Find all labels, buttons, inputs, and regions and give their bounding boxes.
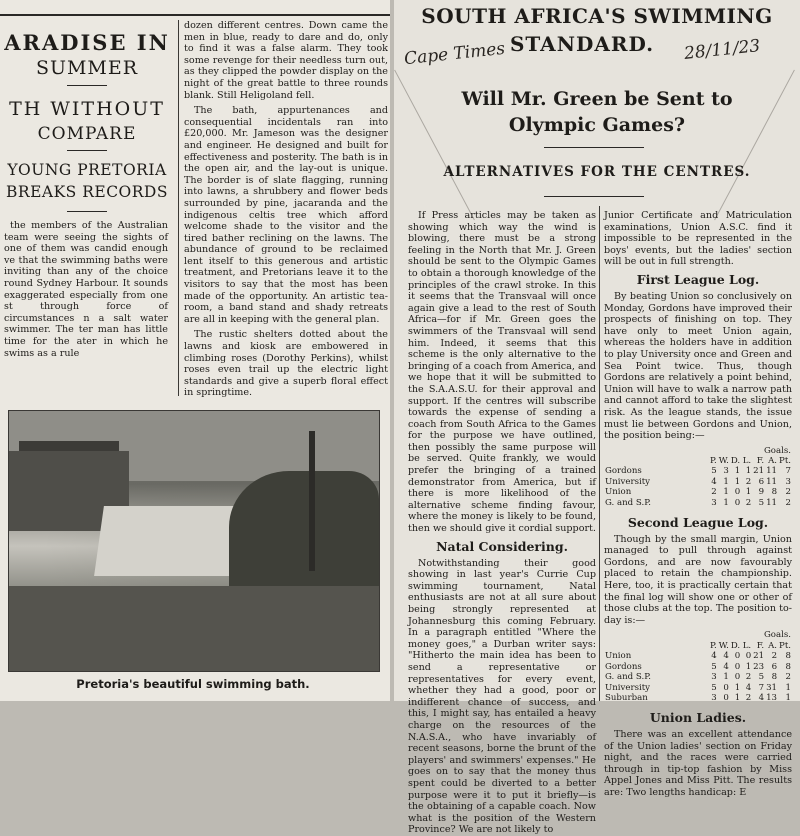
headline-breaks-records: BREAKS RECORDS bbox=[6, 183, 168, 201]
cell: 11 bbox=[766, 498, 778, 509]
cell: 1 bbox=[734, 476, 741, 487]
cell: 2 bbox=[785, 498, 791, 509]
article-paragraph: The bath, appurtenances and consequential incidentals ran into £20,000. Mr. Jameson was the designer and engineer. He designed and built for effectiveness and posterity. The bath is in the open air, and the lay-out is unique. The border is of slate flagging, running into lawns, a shrubbery and flower beds surrounded by pine, jacaranda and the indigenous celtis tree which afford welcome shade to the visitor and the tired bather reclining on the lawns. The abundance of ground to be reclaimed lent itself to this generous and artistic treatment, and Pretorians leave it to the visitors to say that the most has been made of the opportunity. An artistic tea-room, a band stand and shady retreats are all in keeping with the general plan. bbox=[184, 105, 388, 325]
rule bbox=[67, 150, 107, 151]
cell: 0 bbox=[734, 672, 741, 683]
table-row bbox=[604, 466, 792, 477]
cell: 2 bbox=[745, 476, 752, 487]
table-header-row bbox=[604, 641, 792, 651]
article-paragraph: The rustic shelters dotted about the lawns and kiosk are embowered in climbing roses (Dorothy Perkins), whilst roses even trail up the electric light standards and give a superb floral effect in springtime. bbox=[184, 329, 388, 399]
cell: 7 bbox=[785, 466, 791, 477]
cell: 5 bbox=[711, 466, 717, 477]
cell: 3 bbox=[723, 466, 729, 477]
top-rule bbox=[0, 14, 390, 16]
cell: 8 bbox=[785, 661, 791, 672]
article-paragraph: Though by the small margin, Union managed to pull through against Gordons, and are now favourably placed to retain the championship. Here, too, it is practically certain that the final log will show one or other of those clubs at the top. The position to-day is:— bbox=[604, 533, 792, 626]
cell: 3 bbox=[711, 672, 717, 683]
col-header: P. bbox=[709, 641, 717, 651]
col-header: L. bbox=[742, 641, 752, 651]
team-name: G. and S.P. bbox=[605, 498, 651, 509]
cell: 21 bbox=[753, 651, 765, 661]
headline-young-pretoria: YOUNG PRETORIA bbox=[7, 161, 167, 179]
cell: 5 bbox=[711, 682, 717, 693]
table-row bbox=[604, 487, 792, 498]
photo-caption: Pretoria's beautiful swimming bath. bbox=[76, 677, 310, 691]
cell: 1 bbox=[723, 487, 729, 498]
column-divider bbox=[178, 20, 179, 396]
cell: 8 bbox=[771, 672, 778, 683]
cell: 6 bbox=[771, 661, 778, 672]
col-header: W. bbox=[718, 456, 729, 467]
cell: 13 bbox=[766, 693, 778, 704]
cell: 4 bbox=[758, 693, 765, 704]
col-header: D. bbox=[730, 641, 741, 651]
article-text: the members of the Australian team were seeing the sights of one of them was candid enough ve that the swimming baths were inviting than any of the choice round Sydney Harbour. It sounds exaggerated especially from one st through force of circumstances n a salt water swimmer. The ter man has little time for the ater in which he swims as a rule bbox=[4, 220, 168, 359]
cell: 6 bbox=[758, 476, 765, 487]
cell: 8 bbox=[785, 651, 791, 661]
question-line-1: Will Mr. Green be Sent to bbox=[461, 88, 733, 110]
cell: 1 bbox=[785, 682, 791, 693]
title-line-2: STANDARD. bbox=[509, 32, 655, 56]
first-league-heading: First League Log. bbox=[636, 271, 760, 287]
cell: 1 bbox=[745, 466, 752, 477]
article-paragraph: There was an excellent attendance of the Union ladies' section on Friday night, and the races were carried through in tip-top fashion by Miss Appel Jones and Miss Pitt. The results are: Two lengths handicap: E bbox=[604, 728, 792, 798]
cell: 3 bbox=[711, 498, 717, 509]
cell: 11 bbox=[766, 466, 778, 477]
team-name: University bbox=[605, 682, 651, 693]
cell: 5 bbox=[758, 498, 765, 509]
second-league-table bbox=[604, 630, 792, 704]
team-name: G. and S.P. bbox=[605, 672, 651, 683]
col-header: Pt. bbox=[779, 641, 791, 651]
cell: 2 bbox=[771, 651, 778, 661]
rule bbox=[67, 211, 107, 212]
cell: 4 bbox=[723, 661, 729, 672]
article-column-b bbox=[604, 210, 792, 798]
cell: 3 bbox=[785, 476, 791, 487]
col-header: F. bbox=[756, 641, 765, 651]
article-paragraph: If Press articles may be taken as showing which way the wind is blowing, there must be a strong feeling in the North that Mr. J. Green should be sent to the Olympic Games to obtain a thorough knowledge of the principles of the crawl stroke. In this it seems that the Transvaal will once again give a lead to the rest of South Africa—for if Mr. Green goes the swimmers of the Transvaal will send him. Indeed, it seems that this scheme is the only alternative to the bringing of a coach from America, and we hope that it will be submitted to the S.A.A.S.U. for their approval and support. If the centres will subscribe towards the expense of sending a coach from South Africa to the Games for the purpose we have outlined, then possibly the same purpose will be served. Quite frankly, we would prefer the bringing of a trained demonstrator from America, but if there is more likelihood of the alternative scheme finding favour, where the money is likely to be found, then we should give it cordial support. bbox=[408, 210, 596, 535]
cell: 3 bbox=[711, 693, 717, 704]
table-row bbox=[604, 672, 792, 683]
cell: 1 bbox=[785, 693, 791, 704]
swimming-bath-photo bbox=[8, 410, 380, 672]
table-row bbox=[604, 477, 792, 488]
cell: 5 bbox=[711, 661, 717, 672]
rule bbox=[67, 85, 107, 86]
article-paragraph: Notwithstanding their good showing in last year's Currie Cup swimming tournament, Natal enthusiasts are not at all sure about being strongly represented at Johannesburg this coming February. In a paragraph entitled "Where the money goes," a Durban writer says: "Hitherto the main idea has been to send a representative or representatives for every event, whether they had a good, poor or indifferent chance of success, and this, I might say, has entailed a heavy charge on the resources of the N.A.S.A., who have invariably of recent seasons, borne the brunt of the players' and swimmers' expenses." He goes on to say that the money thus spent could be diverted to a better purpose were it to put it briefly—is the obtaining of a capable coach. Now what is the position of the Western Province? We are not likely to bbox=[408, 557, 596, 836]
cell: 2 bbox=[745, 672, 752, 683]
cell: 4 bbox=[711, 651, 717, 661]
cell: 2 bbox=[745, 498, 752, 509]
left-clipping bbox=[0, 0, 390, 701]
col-header: F. bbox=[756, 456, 765, 467]
first-league-table bbox=[604, 446, 792, 509]
article-paragraph: Junior Certificate and Matriculation examinations, Union A.S.C. find it impossible to be represented in the boys' events, but the ladies' section will be out in full strength. bbox=[604, 210, 792, 268]
cell: 0 bbox=[734, 498, 741, 509]
cell: 1 bbox=[745, 487, 752, 498]
handwritten-date: 28/11/23 bbox=[683, 36, 762, 64]
article-column-a bbox=[408, 210, 596, 836]
team-name: Union bbox=[605, 487, 632, 498]
cell: 0 bbox=[734, 487, 741, 498]
rule bbox=[544, 147, 644, 148]
cell: 1 bbox=[723, 672, 729, 683]
team-name: Gordons bbox=[605, 466, 642, 477]
col-header: L. bbox=[742, 456, 752, 467]
team-name: Gordons bbox=[605, 661, 642, 672]
second-league-heading: Second League Log. bbox=[627, 514, 769, 530]
col-header: D. bbox=[730, 456, 741, 467]
cell: 1 bbox=[745, 661, 752, 672]
cell: 1 bbox=[734, 682, 741, 693]
cell: 0 bbox=[723, 682, 729, 693]
table-row bbox=[604, 683, 792, 694]
table-header-row bbox=[604, 456, 792, 466]
article-paragraph: By beating Union so conclusively on Monday, Gordons have improved their prospects of finishing on top. They have only to meet Union again, whereas the holders have in addition to play University once and Green and Sea Point twice. Thus, though Gordons are relatively a point behind, Union will have to walk a narrow path and cannot afford to take the slightest risk. As the league stands, the issue must lie between Gordons and Union, the position being:— bbox=[604, 290, 792, 442]
cell: 2 bbox=[711, 487, 717, 498]
col-header: P. bbox=[709, 456, 717, 467]
goals-label: Goals. bbox=[763, 630, 791, 641]
cell: 0 bbox=[745, 651, 752, 661]
cell: 1 bbox=[723, 498, 729, 509]
team-name: Suburban bbox=[605, 693, 648, 704]
rule bbox=[544, 196, 644, 197]
title-line-1: SOUTH AFRICA'S SWIMMING bbox=[421, 4, 773, 28]
cell: 4 bbox=[745, 682, 752, 693]
table-row bbox=[604, 651, 792, 662]
cell: 2 bbox=[745, 693, 752, 704]
team-name: Union bbox=[605, 651, 632, 661]
left-column bbox=[0, 20, 174, 410]
subtitle: ALTERNATIVES FOR THE CENTRES. bbox=[443, 164, 751, 180]
cell: 11 bbox=[766, 476, 778, 487]
col-header: A. bbox=[768, 641, 778, 651]
natal-heading: Natal Considering. bbox=[436, 538, 568, 554]
col-header: A. bbox=[768, 456, 778, 467]
question-line-2: Olympic Games? bbox=[508, 114, 686, 136]
cell: 0 bbox=[734, 651, 741, 661]
right-clipping bbox=[394, 0, 800, 836]
cell: 21 bbox=[753, 466, 765, 477]
headline-summer: SUMMER bbox=[35, 57, 139, 79]
cell: 23 bbox=[753, 661, 765, 672]
goals-label: Goals. bbox=[763, 445, 791, 456]
cell: 0 bbox=[723, 693, 729, 704]
cell: 0 bbox=[734, 661, 741, 672]
cell: 4 bbox=[723, 651, 729, 661]
cell: 8 bbox=[771, 487, 778, 498]
cell: 9 bbox=[758, 487, 765, 498]
handwritten-source: Cape Times bbox=[403, 38, 506, 70]
table-row bbox=[604, 498, 792, 509]
article-paragraph: dozen different centres. Down came the men in blue, ready to dare and do, only to find it was a false alarm. They took some revenge for their needless turn out, as they clipped the powder display on the night of the great battle to three rounds blank. Still Heligoland fell. bbox=[184, 20, 388, 101]
cell: 4 bbox=[711, 476, 717, 487]
column-divider bbox=[599, 206, 600, 701]
cell: 5 bbox=[758, 672, 765, 683]
cell: 2 bbox=[785, 672, 791, 683]
article-column-2 bbox=[184, 20, 388, 400]
cell: 31 bbox=[766, 682, 778, 693]
cell: 7 bbox=[758, 682, 765, 693]
col-header: Pt. bbox=[779, 456, 791, 467]
team-name: University bbox=[605, 476, 651, 487]
table-row bbox=[604, 662, 792, 673]
cell: 1 bbox=[734, 466, 741, 477]
union-ladies-heading: Union Ladies. bbox=[649, 709, 747, 725]
cell: 1 bbox=[723, 476, 729, 487]
headline-paradise: ARADISE IN bbox=[4, 30, 170, 55]
headline-without: TH WITHOUT bbox=[9, 98, 165, 120]
col-header: W. bbox=[718, 641, 729, 651]
table-row bbox=[604, 693, 792, 704]
cell: 1 bbox=[734, 693, 741, 704]
headline-compare: COMPARE bbox=[37, 124, 137, 144]
cell: 2 bbox=[785, 487, 791, 498]
